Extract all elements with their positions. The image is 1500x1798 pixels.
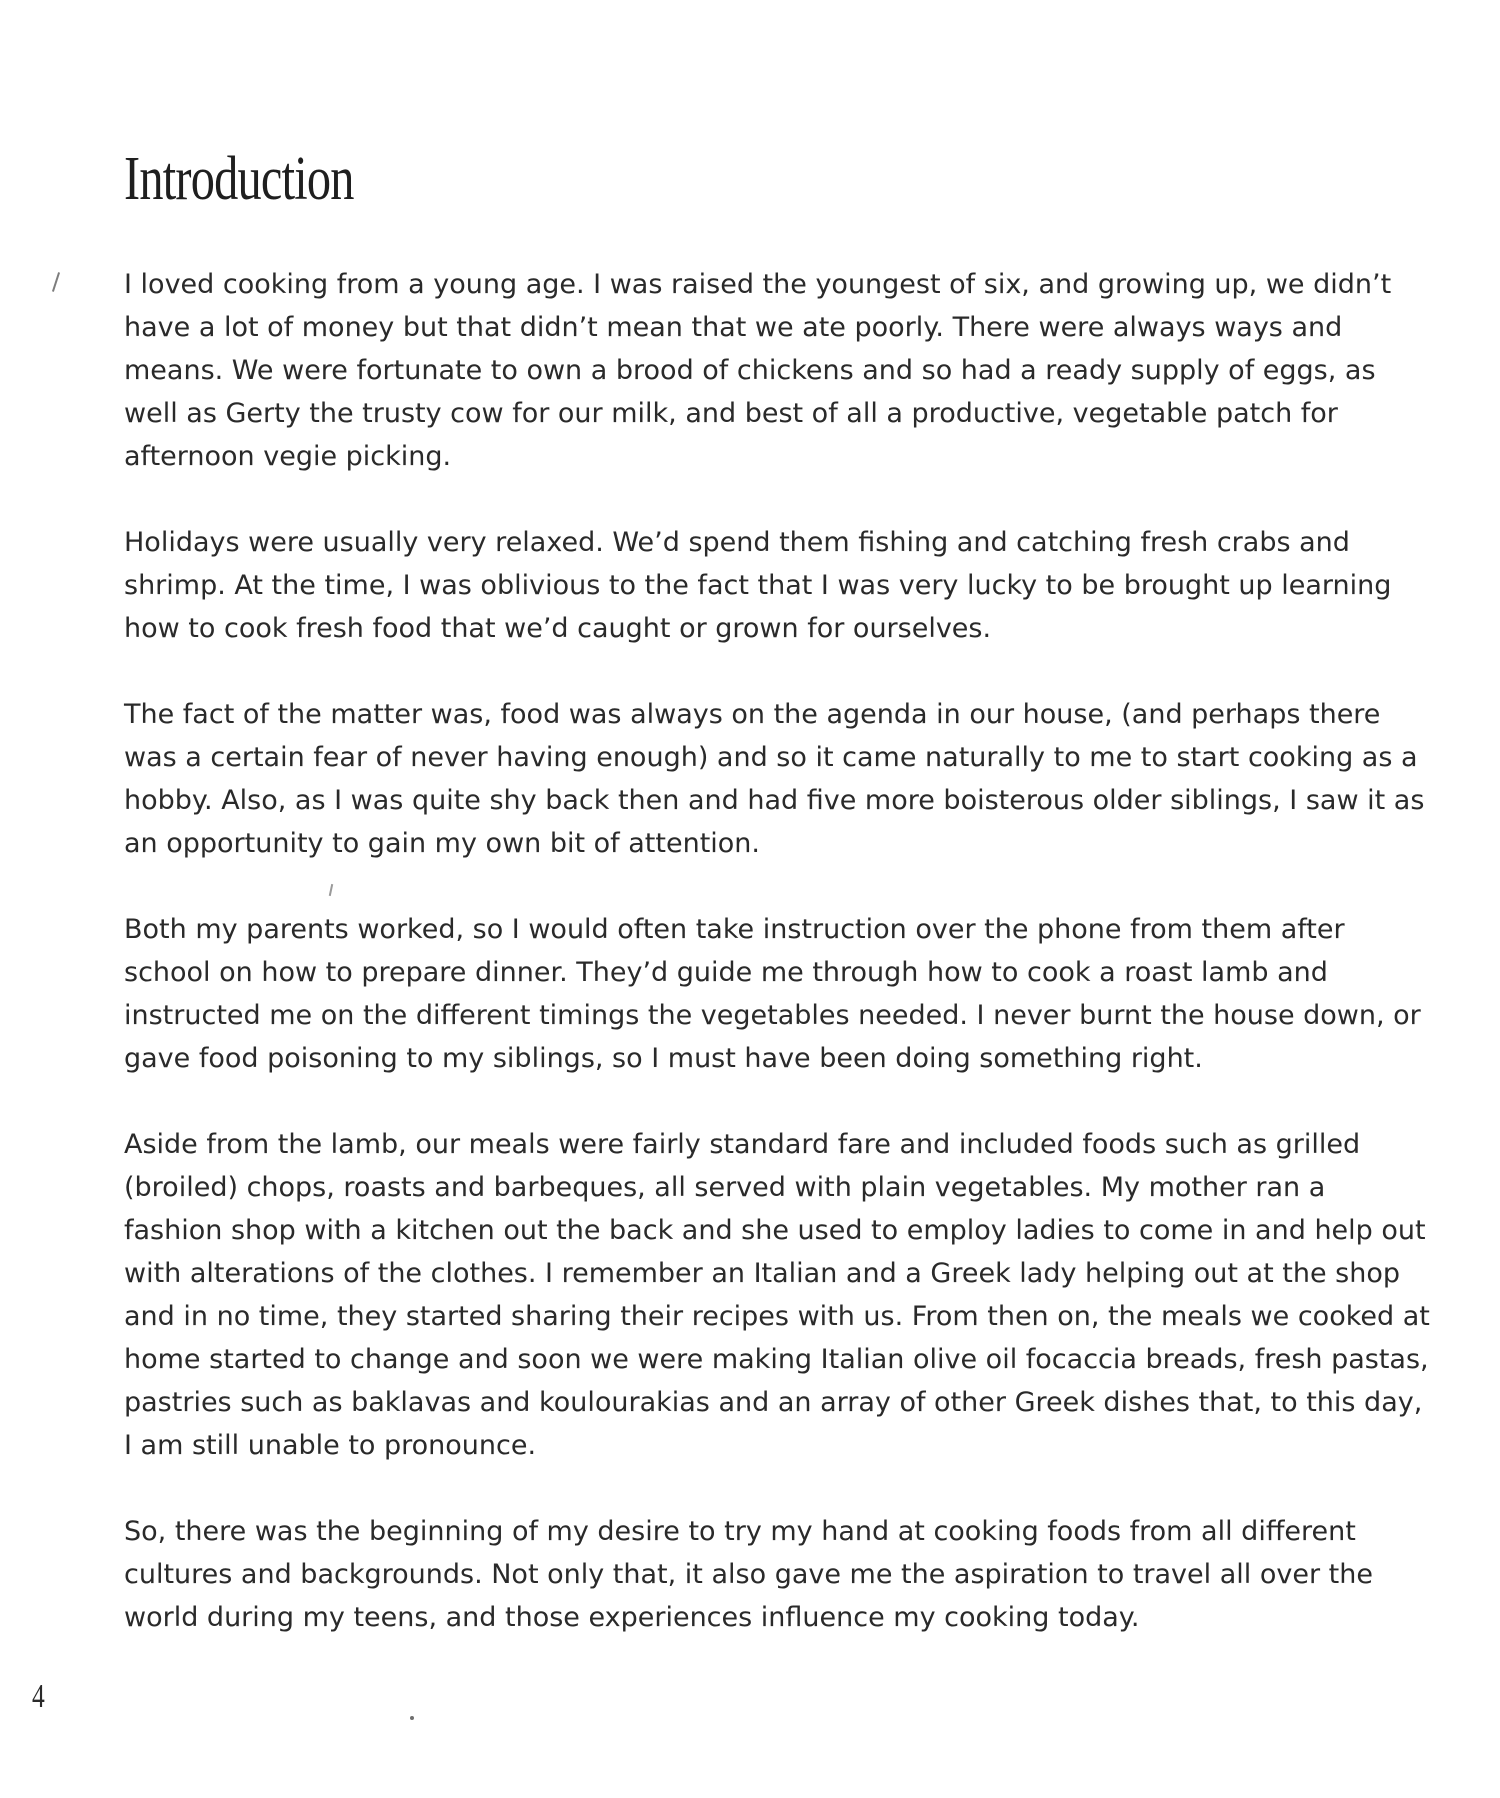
paragraph-1: I loved cooking from a young age. I was raised the youngest of six, and growing up, we didn’t have a lot of money but that didn’t mean that we ate poorly. There were always ways and means. We were fortunate to own a brood of chickens and so had a ready supply of eggs, as well as Gerty the trusty cow for our milk, and best of all a productive, vegetable patch for afternoon vegie picking. (124, 269, 1392, 472)
paragraph-2: Holidays were usually very relaxed. We’d spend them fishing and catching fresh crabs and shrimp. At the time, I was oblivious to the fact that I was very lucky to be brought up learning how to cook fresh food that we’d caught or grown for ourselves. (124, 527, 1392, 644)
scan-speck (52, 272, 60, 292)
paragraph-5: Aside from the lamb, our meals were fairly standard fare and included foods such as grilled (broiled) chops, roasts and barbeques, all served with plain vegetables. My mother ran a fashion shop with a kitchen out the back and she used to employ ladies to come in and help out with alterations of the clothes. I remember an Italian and a Greek lady helping out at the shop and in no time, they started sharing their recipes with us. From then on, the meals we cooked at home started to change and soon we were making Italian olive oil focaccia breads, fresh pastas, pastries such as baklavas and koulourakias and an array of other Greek dishes that, to this day, I am still unable to pronounce. (124, 1129, 1430, 1461)
scan-speck (410, 1716, 414, 1720)
paragraph-3: The fact of the matter was, food was always on the agenda in our house, (and perhaps there was a certain fear of never having enough) and so it came naturally to me to start cooking as a hobby. Also, as I was quite shy back then and had five more boisterous older siblings, I saw it as an opportunity to gain my own bit of attention. (124, 699, 1425, 859)
page-number: 4 (32, 1678, 45, 1715)
paragraph-6: So, there was the beginning of my desire to try my hand at cooking foods from all different cultures and backgrounds. Not only that, it also gave me the aspiration to travel all over the world during my teens, and those experiences influence my cooking today. (124, 1516, 1373, 1633)
body-text (124, 263, 1432, 1682)
page-title: Introduction (124, 145, 354, 213)
paragraph-4: Both my parents worked, so I would often take instruction over the phone from them after school on how to prepare dinner. They’d guide me through how to cook a roast lamb and instructed me on the different timings the vegetables needed. I never burnt the house down, or gave food poisoning to my siblings, so I must have been doing something right. (124, 914, 1421, 1074)
